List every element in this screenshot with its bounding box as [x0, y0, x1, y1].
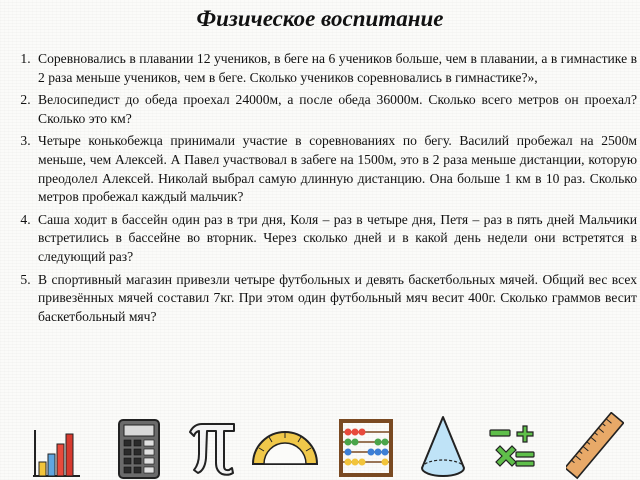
task-item: 1. Соревновались в плавании 12 учеников, в беге на 6 учеников больше, чем в плавании, а в гимнастике в 2 раза меньше учеников, чем в беге. Сколько учеников соревновались в гимнастике?», [34, 50, 637, 87]
ruler-icon [566, 412, 624, 480]
pi-icon [186, 418, 238, 476]
math-operations-icon [486, 422, 538, 476]
bar-chart-icon [30, 426, 82, 480]
slide-title: Физическое воспитание [196, 6, 444, 31]
task-item: 5. В спортивный магазин привезли четыре футбольных и девять баскетбольных мячей. Общий вес всех привезённых мячей составил 7кг. При этом один футбольный мяч весит 400г. Сколько граммов весит баскетбольный мяч? [34, 271, 637, 327]
decor-icons-row [0, 408, 640, 480]
protractor-icon [250, 424, 320, 468]
task-item: 2. Велосипедист до обеда проехал 24000м, а после обеда 36000м. Сколько всего метров он проехал? Сколько это км? [34, 91, 637, 128]
abacus-icon [338, 418, 394, 478]
calculator-icon [117, 418, 161, 480]
task-list [12, 50, 637, 330]
task-item: 3. Четыре конькобежца принимали участие в соревнованиях по бегу. Василий пробежал на 2500м меньше, чем Алексей. А Павел участвовал в забеге на 1500м, это в 2 раза меньше дистанции, которую преодолел Алексей. Николай выбрал самую длинную дистанцию. Она больше 1 км в 10 раз. Сколько метров пробежал каждый мальчик? [34, 132, 637, 206]
cone-icon [418, 414, 468, 480]
task-item: 4. Саша ходит в бассейн один раз в три дня, Коля – раз в четыре дня, Петя – раз в пять дней Мальчики встретились в бассейне во вторник. Через сколько дней и в какой день недели они встретятся в следующий раз? [34, 211, 637, 267]
